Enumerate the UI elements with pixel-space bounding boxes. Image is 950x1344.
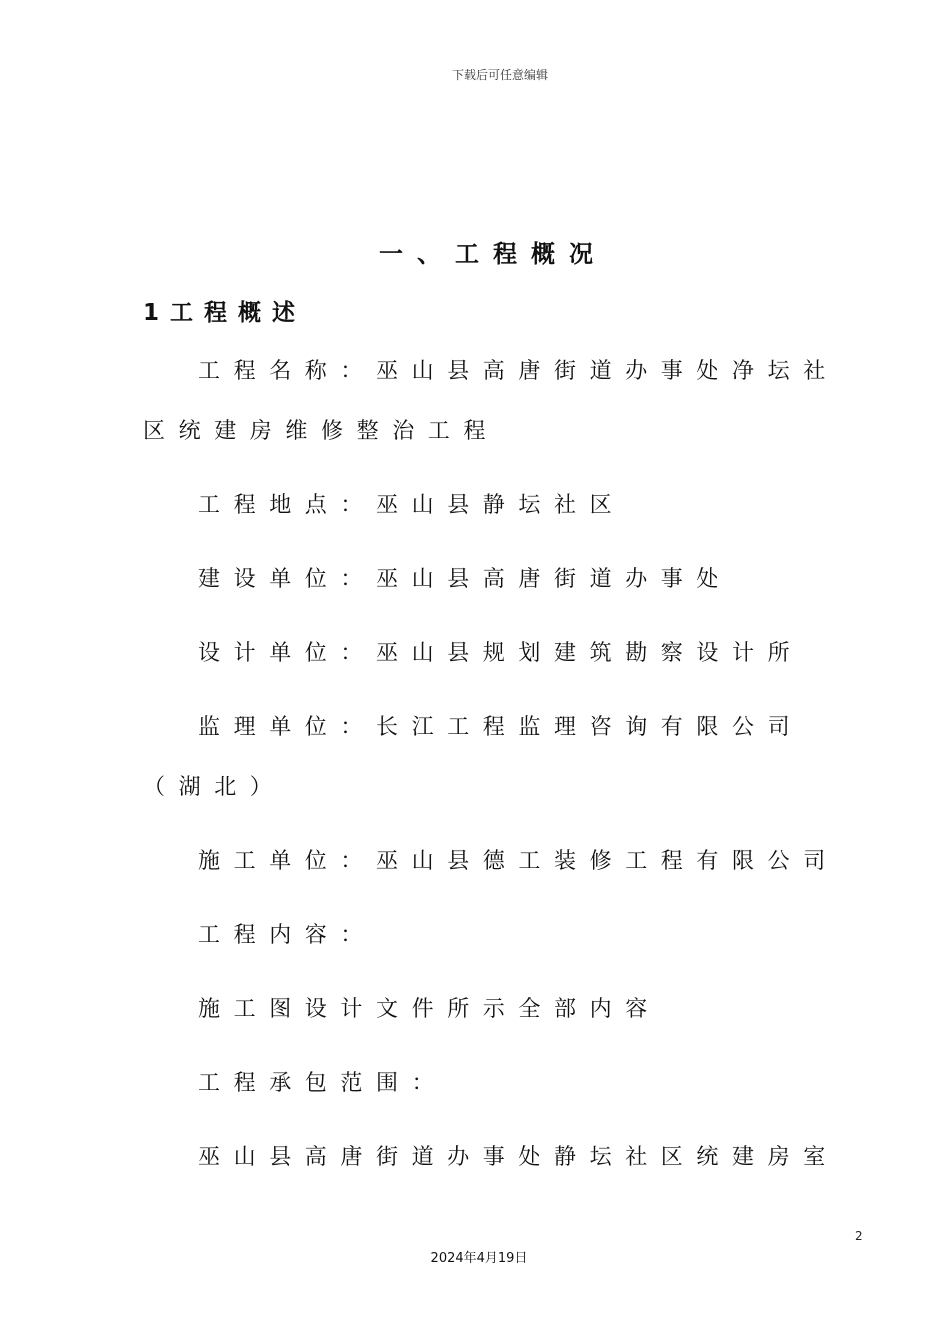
project-name-line: 工程名称：巫山县高唐街道办事处净坛社 — [198, 359, 839, 384]
header-note: 下载后可任意编辑 — [451, 68, 548, 82]
design-unit-line: 设计单位：巫山县规划建筑勘察设计所 — [198, 641, 804, 666]
project-content-label: 工程内容： — [198, 923, 377, 948]
contract-scope-label: 工程承包范围： — [198, 1071, 448, 1096]
contract-scope-text: 巫山县高唐街道办事处静坛社区统建房室 — [198, 1145, 839, 1170]
footer-date: 2024年4月19日 — [430, 1251, 528, 1266]
project-content-text: 施工图设计文件所示全部内容 — [198, 997, 661, 1022]
contractor-line: 施工单位：巫山县德工装修工程有限公司 — [198, 849, 839, 874]
project-location-line: 工程地点：巫山县静坛社区 — [198, 493, 626, 518]
page-number: 2 — [855, 1229, 863, 1243]
construction-unit-line: 建设单位：巫山县高唐街道办事处 — [198, 567, 733, 592]
supervision-unit-line: 监理单位：长江工程监理咨询有限公司 — [198, 715, 804, 740]
chapter-title: 一、工程概况 — [379, 240, 607, 268]
supervision-unit-continued: （湖北） — [143, 775, 286, 800]
project-name-continued: 区统建房维修整治工程 — [143, 419, 500, 444]
section-title: 1工程概述 — [143, 300, 307, 326]
